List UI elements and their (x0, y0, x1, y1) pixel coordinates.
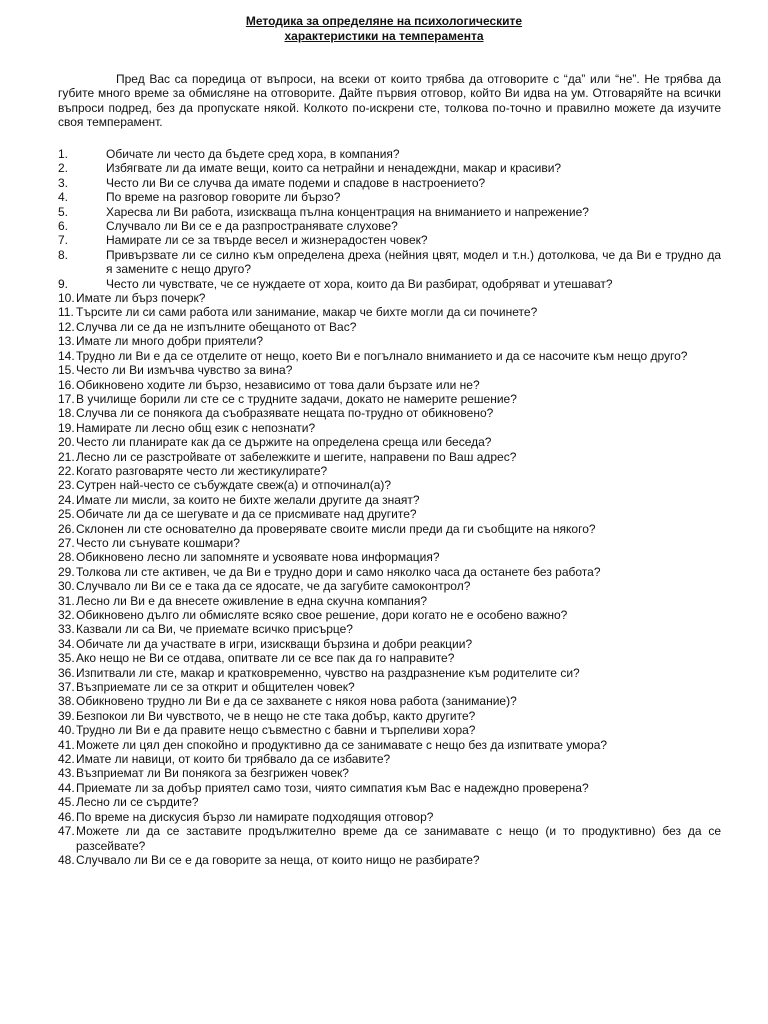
question-number: 36. (58, 665, 75, 680)
question-text: Често ли Ви измъчва чувство за вина? (76, 363, 293, 378)
question-item (58, 233, 721, 247)
question-item (58, 536, 721, 550)
question-text: Имате ли много добри приятели? (76, 334, 264, 349)
question-item (58, 853, 721, 867)
question-number: 4. (58, 190, 69, 205)
question-number: 42. (58, 752, 75, 767)
question-text: Обикновено трудно ли Ви е да се захванете с някоя нова работа (занимание)? (76, 694, 517, 709)
question-item (58, 277, 721, 291)
question-item (58, 709, 721, 723)
question-item (58, 522, 721, 536)
question-item (58, 781, 721, 795)
question-number: 18. (58, 406, 75, 421)
question-number: 8. (58, 247, 69, 262)
question-text: Случвало ли Ви се е да говорите за неща, от които нищо не разбирате? (76, 852, 480, 867)
question-item (58, 738, 721, 752)
question-number: 27. (58, 535, 75, 550)
question-list (58, 147, 721, 867)
question-text: Безпокои ли Ви чувството, че в нещо не сте така добър, както другите? (76, 708, 476, 723)
question-item (58, 219, 721, 233)
question-item (58, 594, 721, 608)
question-text: Често ли планирате как да се държите на определена среща или беседа? (76, 435, 492, 450)
question-number: 39. (58, 708, 75, 723)
question-item (58, 334, 721, 348)
question-text: Трудно ли Ви е да се отделите от нещо, което Ви е погълнало вниманието и да се насочите към нещо друго? (76, 348, 688, 363)
question-number: 10. (58, 291, 75, 306)
question-text: Лесно ли се сърдите? (76, 795, 199, 810)
question-text: Имате ли навици, от които би трябвало да се избавите? (76, 752, 391, 767)
question-text: Лесно ли Ви е да внесете оживление в една скучна компания? (76, 593, 427, 608)
question-item (58, 766, 721, 780)
question-text: Сутрен най-често се събуждате свеж(а) и отпочинал(а)? (76, 478, 392, 493)
question-item (58, 176, 721, 190)
question-number: 22. (58, 463, 75, 478)
question-text: Намирате ли се за твърде весел и жизнерадостен човек? (106, 233, 428, 248)
question-item (58, 579, 721, 593)
question-item (58, 406, 721, 420)
question-number: 37. (58, 680, 75, 695)
question-item (58, 161, 721, 175)
question-item (58, 291, 721, 305)
question-number: 5. (58, 204, 69, 219)
title-line-1: Методика за определяне на психологическите (245, 14, 523, 28)
question-text: Толкова ли сте активен, че да Ви е трудно дори и само няколко часа да останете без работа? (76, 564, 601, 579)
question-number: 26. (58, 521, 75, 536)
question-item (58, 421, 721, 435)
question-text: Често ли сънувате кошмари? (76, 535, 240, 550)
question-number: 34. (58, 636, 75, 651)
question-text: Избягвате ли да имате вещи, които са нетрайни и ненадеждни, макар и красиви? (106, 161, 562, 176)
question-text: Привързвате ли се силно към определена дреха (нейния цвят, модел и т.н.) дотолкова, че да Ви е трудно да я замените с нещо друго? (106, 247, 721, 277)
question-item (58, 507, 721, 521)
question-item (58, 550, 721, 564)
question-number: 44. (58, 780, 75, 795)
question-item (58, 608, 721, 622)
question-text: Намирате ли лесно общ език с непознати? (76, 420, 316, 435)
question-number: 15. (58, 363, 75, 378)
question-number: 9. (58, 276, 69, 291)
question-item (58, 450, 721, 464)
question-item (58, 752, 721, 766)
question-text: Имате ли мисли, за които не бихте желали другите да знаят? (76, 492, 420, 507)
question-text: В училище борили ли сте се с трудните задачи, докато не намерите решение? (76, 391, 517, 406)
question-text: Когато разговаряте често ли жестикулирате? (76, 463, 328, 478)
question-text: По време на разговор говорите ли бързо? (106, 190, 341, 205)
question-text: Приемате ли за добър приятел само този, чиято симпатия към Вас е надеждно проверена? (76, 780, 589, 795)
question-text: Изпитвали ли сте, макар и кратковременно, чувство на раздразнение към родителите си? (76, 665, 580, 680)
question-number: 17. (58, 391, 75, 406)
question-number: 40. (58, 723, 75, 738)
question-item (58, 565, 721, 579)
question-number: 2. (58, 161, 69, 176)
question-number: 16. (58, 377, 75, 392)
question-item (58, 320, 721, 334)
question-item (58, 363, 721, 377)
question-text: Случва ли се понякога да съобразявате нещата по-трудно от обикновено? (76, 406, 494, 421)
question-number: 14. (58, 348, 75, 363)
question-number: 12. (58, 319, 75, 334)
question-item (58, 795, 721, 809)
question-item (58, 464, 721, 478)
question-number: 7. (58, 233, 69, 248)
question-text: Случвало ли Ви се е така да се ядосате, че да загубите самоконтрол? (76, 579, 471, 594)
question-number: 41. (58, 737, 75, 752)
question-number: 48. (58, 852, 75, 867)
instructions-paragraph: Пред Вас са поредица от въпроси, на всеки от които трябва да отговорите с “да” или “не”. Не трябва да губите много време за обмисляне на отговорите. Дайте първия отговор, който Ви идва на ум. Отговаряйте на всички въпроси подред, без да пропускате някой. Колкото по-искрени сте, толкова по-точно и правилно можете да изучите своя темперамент. (58, 72, 721, 130)
question-number: 31. (58, 593, 75, 608)
question-number: 23. (58, 478, 75, 493)
question-number: 46. (58, 809, 75, 824)
question-item (58, 810, 721, 824)
question-text: Можете ли цял ден спокойно и продуктивно да се занимавате с нещо без да изпитвате умора? (76, 737, 608, 752)
question-number: 25. (58, 507, 75, 522)
question-item (58, 147, 721, 161)
question-text: Обичате ли да се шегувате и да се присмивате над другите? (76, 507, 417, 522)
question-item (58, 190, 721, 204)
question-number: 13. (58, 334, 75, 349)
question-item (58, 622, 721, 636)
question-text: Обичате ли често да бъдете сред хора, в компания? (106, 147, 400, 161)
question-text: Обичате ли да участвате в игри, изискващи бързина и добри реакции? (76, 636, 473, 651)
question-item (58, 435, 721, 449)
question-item (58, 824, 721, 853)
question-text: Случва ли се да не изпълните обещаното от Вас? (76, 319, 357, 334)
question-text: Обикновено лесно ли запомняте и усвоявате нова информация? (76, 550, 440, 565)
question-text: Случвало ли Ви се е да разпространявате слухове? (106, 219, 398, 234)
document-title (0, 14, 768, 44)
question-item (58, 637, 721, 651)
question-text: Можете ли да се заставите продължително време да се занимавате с нещо (и то продуктивно) без да се разсейвате? (76, 824, 721, 853)
question-item (58, 493, 721, 507)
question-number: 47. (58, 824, 75, 839)
question-item (58, 723, 721, 737)
question-text: По време на дискусия бързо ли намирате подходящия отговор? (76, 809, 434, 824)
question-number: 43. (58, 766, 75, 781)
question-text: Обикновено дълго ли обмисляте всяко свое решение, дори когато не е особено важно? (76, 608, 568, 622)
question-number: 3. (58, 175, 69, 190)
question-item (58, 478, 721, 492)
question-text: Обикновено ходите ли бързо, независимо от това дали бързате или не? (76, 377, 480, 392)
question-item (58, 305, 721, 319)
question-number: 1. (58, 147, 69, 161)
question-number: 38. (58, 694, 75, 709)
question-number: 45. (58, 795, 75, 810)
question-number: 32. (58, 608, 75, 622)
question-text: Възприемате ли се за открит и общителен човек? (76, 680, 355, 695)
question-text: Често ли чувствате, че се нуждаете от хора, които да Ви разбират, одобряват и утешават? (106, 276, 613, 291)
question-item (58, 349, 721, 363)
question-text: Имате ли бърз почерк? (76, 291, 206, 306)
question-text: Търсите ли си сами работа или занимание, макар че бихте могли да си починете? (76, 305, 538, 320)
question-number: 29. (58, 564, 75, 579)
question-text: Харесва ли Ви работа, изискваща пълна концентрация на вниманието и напрежение? (106, 204, 589, 219)
question-number: 11. (58, 305, 74, 320)
question-item (58, 680, 721, 694)
question-item (58, 392, 721, 406)
question-item (58, 666, 721, 680)
question-number: 35. (58, 651, 75, 666)
question-number: 28. (58, 550, 75, 565)
question-text: Възприемат ли Ви понякога за безгрижен човек? (76, 766, 349, 781)
question-number: 24. (58, 492, 75, 507)
question-text: Ако нещо не Ви се отдава, опитвате ли се все пак да го направите? (76, 651, 455, 666)
question-item (58, 651, 721, 665)
question-text: Трудно ли Ви е да правите нещо съвместно с бавни и търпеливи хора? (76, 723, 476, 738)
question-item (58, 248, 721, 277)
question-text: Казвали ли са Ви, че приемате всичко присърце? (76, 622, 353, 637)
question-item (58, 205, 721, 219)
question-text: Склонен ли сте основателно да проверявате своите мисли преди да ги съобщите на някого? (76, 521, 596, 536)
question-number: 30. (58, 579, 75, 594)
question-number: 33. (58, 622, 75, 637)
question-item (58, 694, 721, 708)
question-text: Лесно ли се разстройвате от забележките и шегите, направени по Ваш адрес? (76, 449, 517, 464)
question-number: 6. (58, 219, 69, 234)
question-number: 20. (58, 435, 75, 450)
title-line-2: характеристики на темперамента (284, 29, 484, 43)
question-number: 19. (58, 420, 75, 435)
question-text: Често ли Ви се случва да имате подеми и спадове в настроението? (106, 175, 486, 190)
question-item (58, 378, 721, 392)
question-number: 21. (58, 449, 75, 464)
